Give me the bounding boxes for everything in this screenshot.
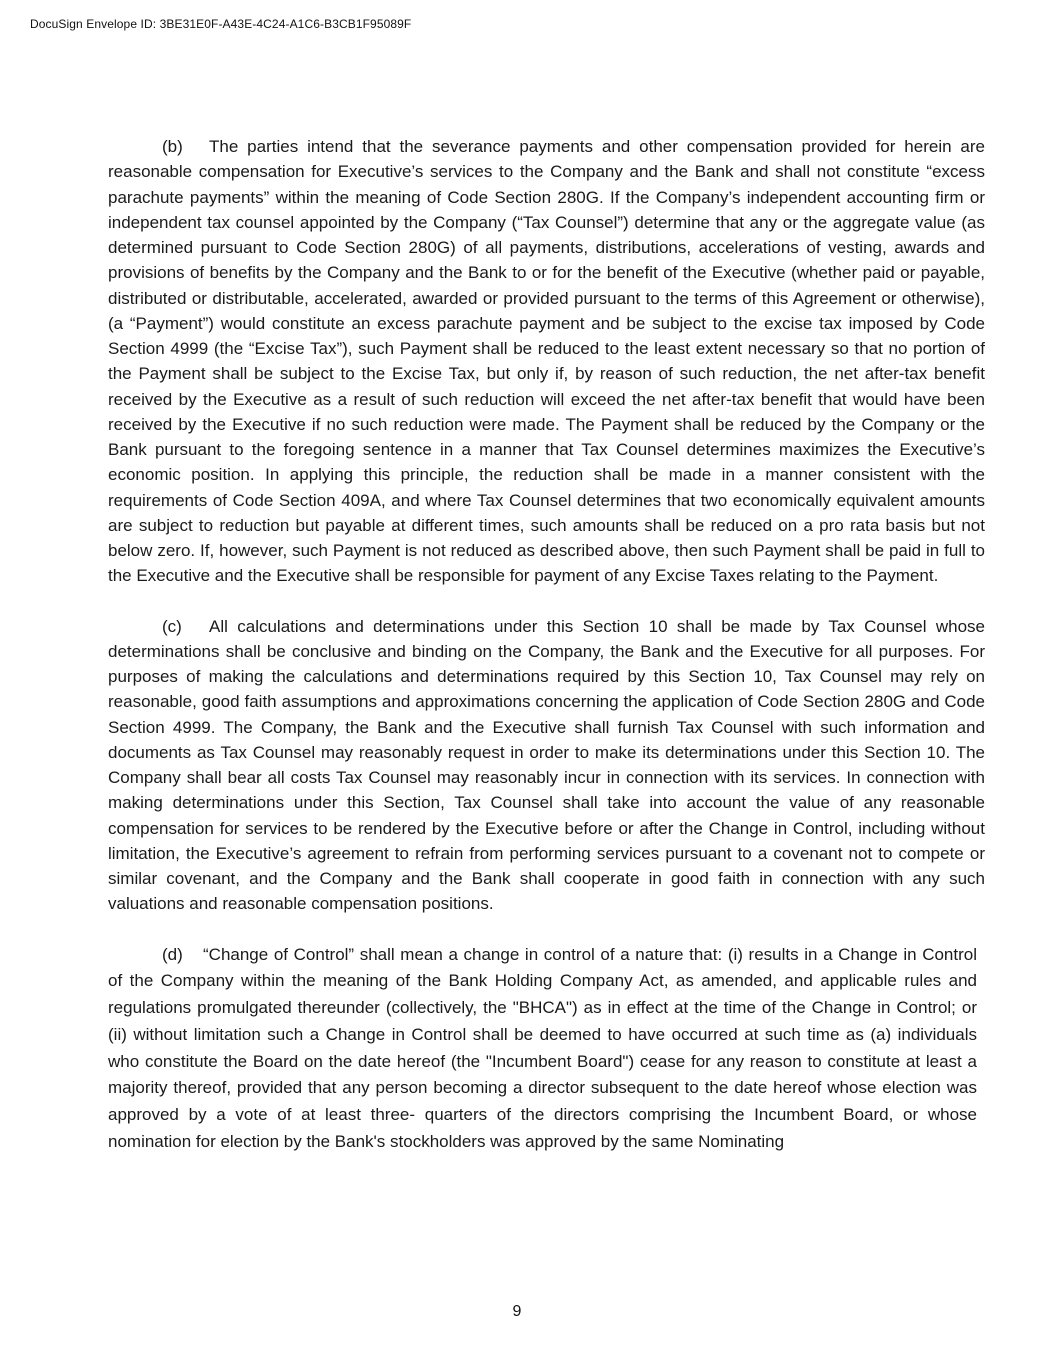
paragraph-b [108,134,985,589]
document-body [108,134,985,1156]
paragraph-d [108,942,977,1156]
page-number: 9 [512,1303,522,1320]
docusign-envelope-id: DocuSign Envelope ID: 3BE31E0F-A43E-4C24-A1C6-B3CB1F95089F [30,17,412,31]
paragraph-text: All calculations and determinations under this Section 10 shall be made by Tax Counsel whose determinations shall be conclusive and binding on the Company, the Bank and the Executive for all purposes. For purposes of making the calculations and determinations required by this Section 10, Tax Counsel may rely on reasonable, good faith assumptions and approximations concerning the application of Code Section 280G and Code Section 4999. The Company, the Bank and the Executive shall furnish Tax Counsel with such information and documents as Tax Counsel may reasonably request in order to make its determinations under this Section 10. The Company shall bear all costs Tax Counsel may reasonably incur in connection with its services. In connection with making determinations under this Section, Tax Counsel shall take into account the value of any reasonable compensation for services to be rendered by the Executive before or after the Change in Control, including without limitation, the Executive’s agreement to refrain from performing services pursuant to a covenant not to compete or similar covenant, and the Company and the Bank shall cooperate in good faith in connection with any such valuations and reasonable compensation positions. [108,616,985,914]
paragraph-text: The parties intend that the severance payments and other compensation provided for herein are reasonable compensation for Executive’s services to the Company and the Bank and shall not constitute “excess parachute payments” within the meaning of Code Section 280G. If the Company’s independent accounting firm or independent tax counsel appointed by the Company (“Tax Counsel”) determine that any or the aggregate value (as determined pursuant to Code Section 280G) of all payments, distributions, accelerations of vesting, awards and provisions of benefits by the Company and the Bank to or for the benefit of the Executive (whether paid or payable, distributed or distributable, accelerated, awarded or provided pursuant to the terms of this Agreement or otherwise), (a “Payment”) would constitute an excess parachute payment and be subject to the excise tax imposed by Code Section 4999 (the “Excise Tax”), such Payment shall be reduced to the least extent necessary so that no portion of the Payment shall be subject to the Excise Tax, but only if, by reason of such reduction, the net after-tax benefit received by the Executive as a result of such reduction will exceed the net after-tax benefit that would have been received by the Executive if no such reduction were made. The Payment shall be reduced by the Company or the Bank pursuant to the foregoing sentence in a manner that Tax Counsel determines maximizes the Executive’s economic position. In applying this principle, the reduction shall be made in a manner consistent with the requirements of Code Section 409A, and where Tax Counsel determines that two economically equivalent amounts are subject to reduction but payable at different times, such amounts shall be reduced on a pro rata basis but not below zero. If, however, such Payment is not reduced as described above, then such Payment shall be paid in full to the Executive and the Executive shall be responsible for payment of any Excise Taxes relating to the Payment. [108,137,985,586]
paragraph-label: (c) [162,616,182,636]
paragraph-label: (b) [162,137,183,156]
paragraph-label: (d) [162,944,183,964]
paragraph-text: “Change of Control” shall mean a change in control of a nature that: (i) results in a Change in Control of the Company within the meaning of the Bank Holding Company Act, as amended, and applicable rules and regulations promulgated thereunder (collectively, the "BHCA") as in effect at the time of the Change in Control; or (ii) without limitation such a Change in Control shall be deemed to have occurred at such time as (a) individuals who constitute the Board on the date hereof (the "Incumbent Board") cease for any reason to constitute at least a majority thereof, provided that any person becoming a director subsequent to the date hereof whose election was approved by a vote of at least three- quarters of the directors comprising the Incumbent Board, or whose nomination for election by the Bank's stockholders was approved by the same Nominating [108,944,977,1152]
paragraph-c [108,614,985,917]
